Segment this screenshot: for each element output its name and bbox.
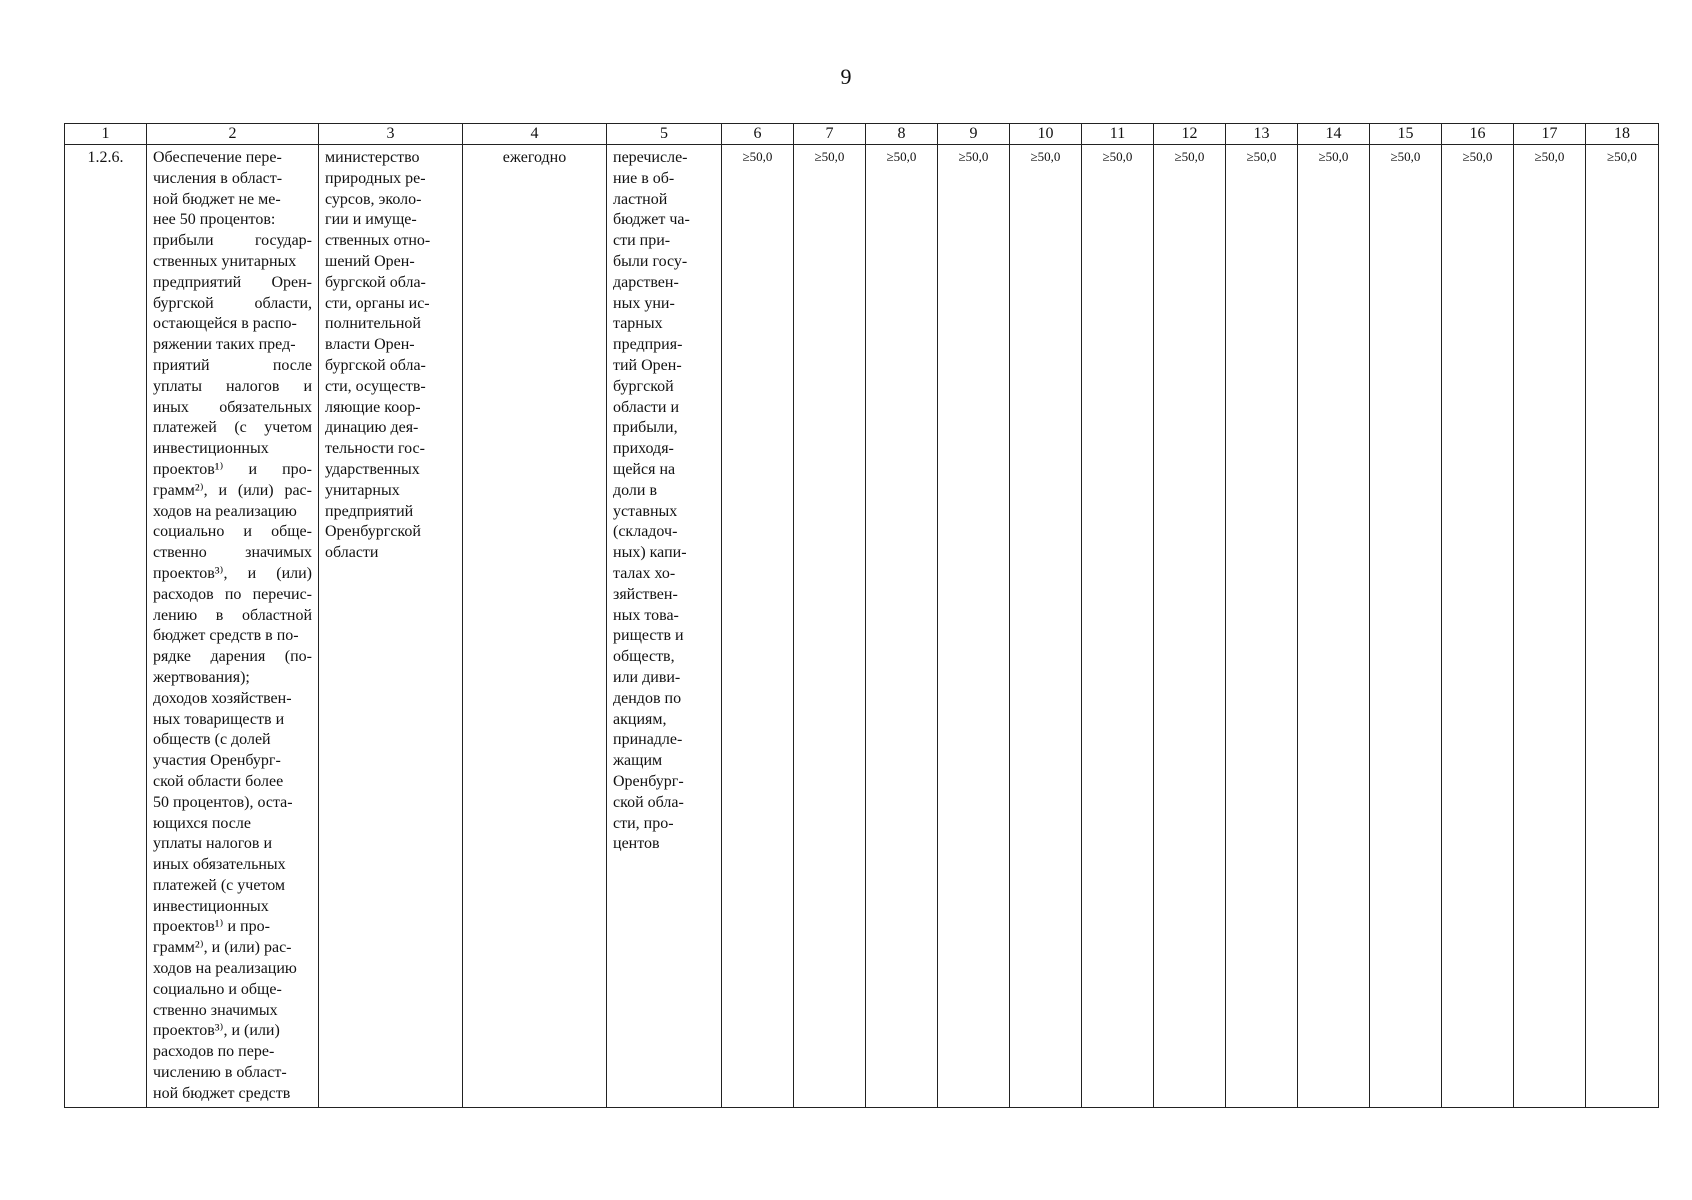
text-line: обществ (с долей [153,731,271,749]
text-line: бургской [613,377,674,395]
text-line: обществ, [613,648,675,666]
text-line: перечисле- [613,149,688,166]
text-line: грамм²⁾, и (или) рас- [153,939,292,957]
value-8: ≥50,0 [886,149,917,164]
text-line: ных товариществ и [153,710,285,728]
text-line: 50 процентов), оста- [153,793,293,811]
text-line: Оренбург- [613,772,684,790]
column-header-9: 9 [938,124,1010,145]
text-line: предприя- [613,336,683,354]
text-line: ходов на реализацию [153,502,297,520]
value-18: ≥50,0 [1607,149,1637,164]
text-line: щейся на [613,460,676,478]
text-line: ющихся после [153,814,251,832]
text-line: ственных отно- [325,232,431,250]
row-code-cell [65,145,147,1108]
column-header-6: 6 [722,124,794,145]
text-line: бюджет ча- [613,211,690,229]
column-header-8: 8 [866,124,938,145]
value-16: ≥50,0 [1462,149,1493,164]
value-17: ≥50,0 [1534,149,1565,164]
text-line: области [325,544,379,562]
frequency-text: ежегодно [502,149,567,166]
text-line: доходов хозяйствен- [153,689,292,707]
text-line: инвестиционных [153,440,269,458]
value-15: ≥50,0 [1390,149,1421,164]
text-line: инвестиционных [153,897,269,915]
description-text [147,145,318,1105]
value-12: ≥50,0 [1174,149,1205,164]
text-line: проектов³⁾, и (или) [153,1022,280,1040]
value-cell-8 [866,145,938,1108]
text-line: Обеспечение пере- [153,149,282,166]
text-line: динацию дея- [325,419,419,437]
text-line: ственно значимых [153,544,312,562]
text-line: природных ре- [325,169,426,187]
column-header-16: 16 [1442,124,1514,145]
description-cell [147,145,319,1108]
text-line: проектов¹⁾ и про- [153,460,312,478]
text-line: социально и обще- [153,523,312,541]
text-line: или диви- [613,668,681,686]
frequency-cell [463,145,607,1108]
value-cell-18 [1586,145,1659,1108]
text-line: полнительной [325,315,421,333]
column-header-5: 5 [607,124,722,145]
value-cell-13 [1226,145,1298,1108]
value-cell-10 [1010,145,1082,1108]
value-cell-12 [1154,145,1226,1108]
text-line: ластной [613,190,668,208]
value-13: ≥50,0 [1246,149,1277,164]
text-line: центов [613,835,660,853]
text-line: области и [613,398,680,416]
text-line: социально и обще- [153,980,282,998]
text-line: ной бюджет средств [153,1084,291,1102]
text-line: Оренбургской [325,523,421,541]
text-line: нее 50 процентов: [153,211,276,229]
value-10: ≥50,0 [1030,149,1061,164]
column-header-1: 1 [65,124,147,145]
text-line: ных уни- [613,294,675,312]
table-row [65,145,1659,1108]
text-line: сти, органы ис- [325,294,430,312]
text-line: проектов¹⁾ и про- [153,918,270,936]
text-line: уставных [613,502,678,520]
column-header-3: 3 [319,124,463,145]
text-line: сурсов, эколо- [325,190,422,208]
text-line: ственно значимых [153,1001,278,1019]
text-line: власти Орен- [325,336,415,354]
value-cell-16 [1442,145,1514,1108]
text-line: ряжении таких пред- [153,336,296,354]
text-line: ственных унитарных [153,252,297,270]
page-number: 9 [840,64,852,89]
text-line: дарствен- [613,273,679,291]
text-line: талах хо- [613,564,676,582]
indicator-table [64,123,1659,1108]
text-line: жертвования); [153,668,250,686]
text-line: сти, про- [613,814,674,832]
text-line: унитарных [325,481,400,499]
value-cell-9 [938,145,1010,1108]
text-line: ляющие коор- [325,398,421,416]
value-7: ≥50,0 [814,149,845,164]
text-line: расходов по перечис- [153,585,312,603]
text-line: принадле- [613,731,683,749]
text-line: акциям, [613,710,667,728]
value-cell-14 [1298,145,1370,1108]
text-line: бюджет средств в по- [153,627,299,645]
value-cell-17 [1514,145,1586,1108]
text-line: числению в област- [153,1064,287,1082]
text-line: числения в област- [153,169,283,187]
text-line: прибыли государ- [153,232,312,250]
text-line: предприятий [325,502,414,520]
text-line: предприятий Орен- [153,273,312,291]
text-line: тельности гос- [325,440,425,458]
text-line: ных) капи- [613,544,687,562]
text-line: расходов по пере- [153,1043,275,1061]
text-line: (складоч- [613,523,678,541]
column-header-2: 2 [147,124,319,145]
text-line: ной бюджет не ме- [153,190,281,208]
text-line: ных това- [613,606,679,624]
column-header-15: 15 [1370,124,1442,145]
text-line: приходя- [613,440,674,458]
column-header-7: 7 [794,124,866,145]
indicator-text [607,145,721,855]
text-line: сти, осуществ- [325,377,426,395]
row-code: 1.2.6. [87,149,124,166]
text-line: ние в об- [613,169,675,187]
text-line: проектов³⁾, и (или) [153,564,312,582]
column-header-18: 18 [1586,124,1659,145]
value-11: ≥50,0 [1102,149,1133,164]
text-line: бургской обла- [325,273,426,291]
text-line: жащим [613,752,663,770]
header-row [65,124,1659,145]
text-line: остающейся в распо- [153,315,297,333]
text-line: уплаты налогов и [153,377,312,395]
responsible-text [319,145,462,564]
value-14: ≥50,0 [1318,149,1349,164]
column-header-11: 11 [1082,124,1154,145]
text-line: иных обязательных [153,398,312,416]
column-header-12: 12 [1154,124,1226,145]
text-line: прибыли, [613,419,678,437]
column-header-10: 10 [1010,124,1082,145]
value-cell-6 [722,145,794,1108]
text-line: ской обла- [613,793,684,811]
column-header-13: 13 [1226,124,1298,145]
text-line: грамм²⁾, и (или) рас- [153,481,312,499]
text-line: платежей (с учетом [153,419,312,437]
text-line: приятий после [153,356,312,374]
text-line: уплаты налогов и [153,835,273,853]
text-line: участия Оренбург- [153,752,281,770]
text-line: тарных [613,315,663,333]
column-header-14: 14 [1298,124,1370,145]
text-line: гии и имуще- [325,211,417,229]
text-line: ской области более [153,772,284,790]
value-cell-11 [1082,145,1154,1108]
text-line: доли в [613,481,658,499]
text-line: зяйствен- [613,585,678,603]
text-line: ходов на реализацию [153,960,297,978]
text-line: шений Орен- [325,252,415,270]
text-line: риществ и [613,627,684,645]
text-line: дендов по [613,689,682,707]
value-6: ≥50,0 [742,149,773,164]
column-header-17: 17 [1514,124,1586,145]
text-line: платежей (с учетом [153,876,286,894]
text-line: сти при- [613,232,671,250]
text-line: рядке дарения (по- [153,648,312,666]
text-line: тий Орен- [613,356,682,374]
text-line: ударственных [325,460,420,478]
text-line: были госу- [613,252,688,270]
text-line: бургской области, [153,294,312,312]
indicator-cell [607,145,722,1108]
value-cell-15 [1370,145,1442,1108]
column-header-4: 4 [463,124,607,145]
text-line: иных обязательных [153,856,286,874]
text-line: лению в областной [153,606,312,624]
text-line: министерство [325,149,420,166]
responsible-cell [319,145,463,1108]
value-9: ≥50,0 [958,149,989,164]
value-cell-7 [794,145,866,1108]
text-line: бургской обла- [325,356,426,374]
